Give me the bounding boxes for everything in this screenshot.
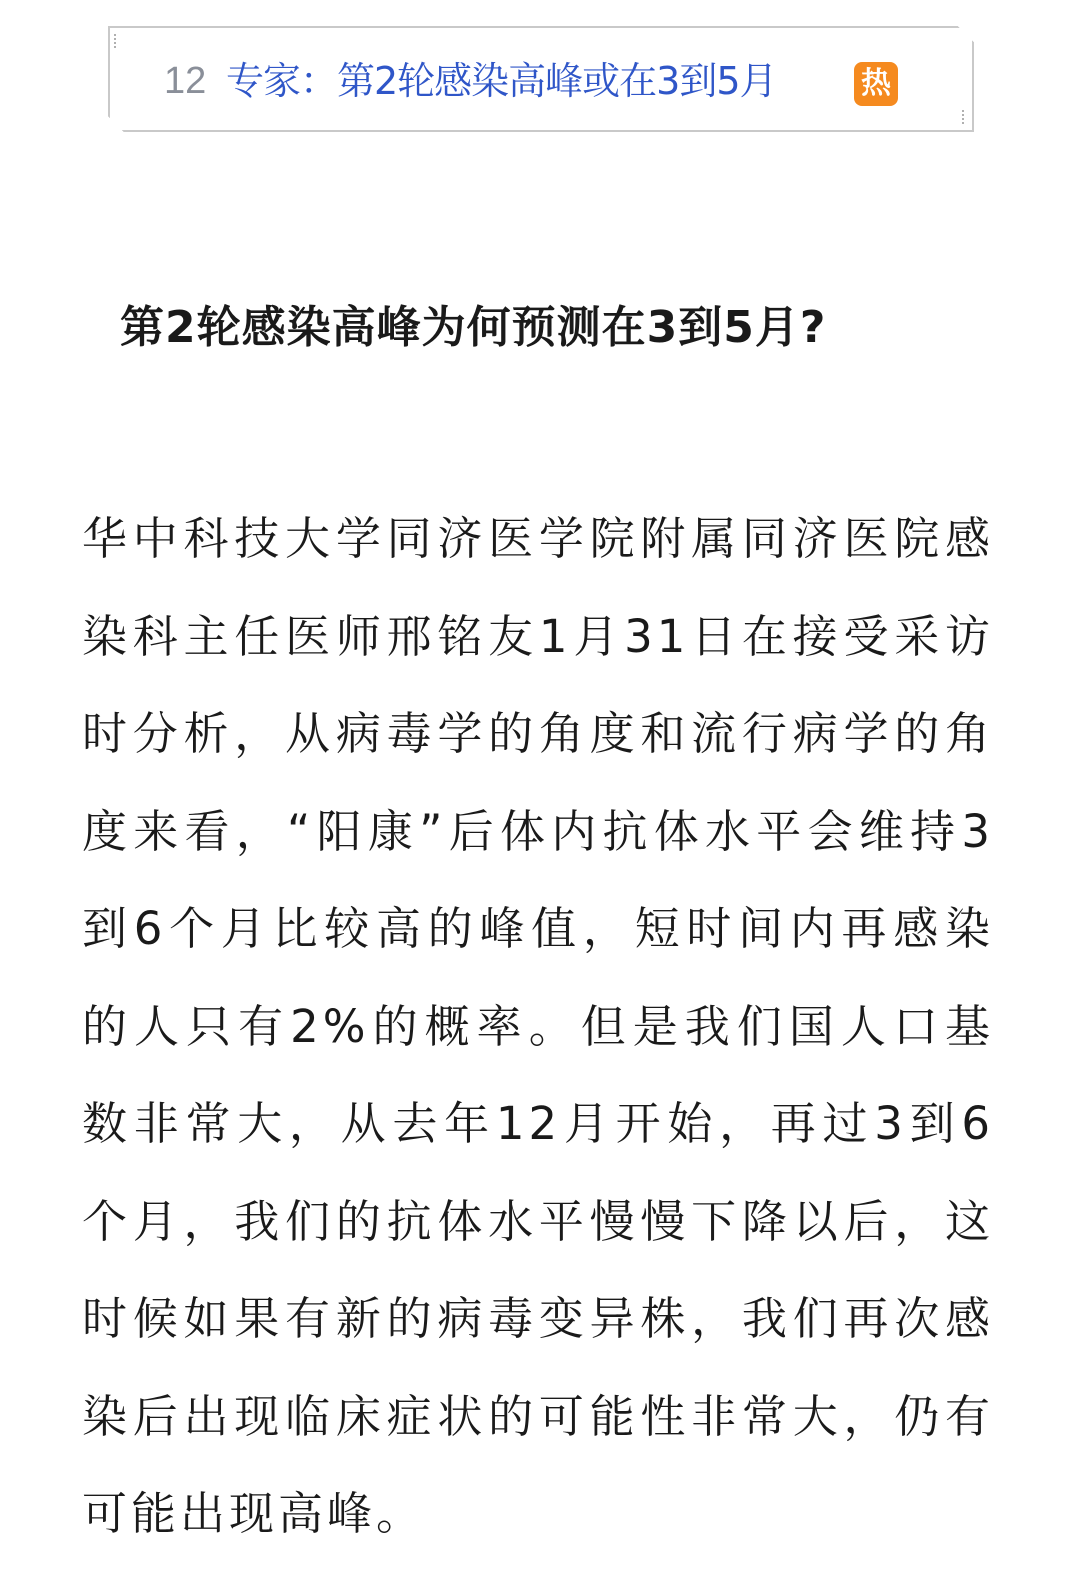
hot-search-rank: 12 xyxy=(164,60,207,102)
resize-handle-icon xyxy=(962,110,968,124)
resize-handle-icon xyxy=(114,34,120,48)
article-heading: 第2轮感染高峰为何预测在3到5月? xyxy=(120,302,827,353)
hot-search-item[interactable] xyxy=(108,26,974,132)
hot-badge-icon: 热 xyxy=(854,62,898,106)
article-body-paragraph: 华中科技大学同济医学院附属同济医院感染科主任医师邢铭友1月31日在接受采访时分析，从病毒学的角度和流行病学的角度来看，“阳康”后体内抗体水平会维持3到6个月比较高的峰值，短时间内再感染的人只有2%的概率。但是我们国人口基数非常大，从去年12月开始，再过3到6个月，我们的抗体水平慢慢下降以后，这时候如果有新的病毒变异株，我们再次感染后出现临床症状的可能性非常大，仍有可能出现高峰。 xyxy=(82,512,994,1540)
hot-search-title-link[interactable]: 专家：第2轮感染高峰或在3到5月 xyxy=(226,59,777,103)
